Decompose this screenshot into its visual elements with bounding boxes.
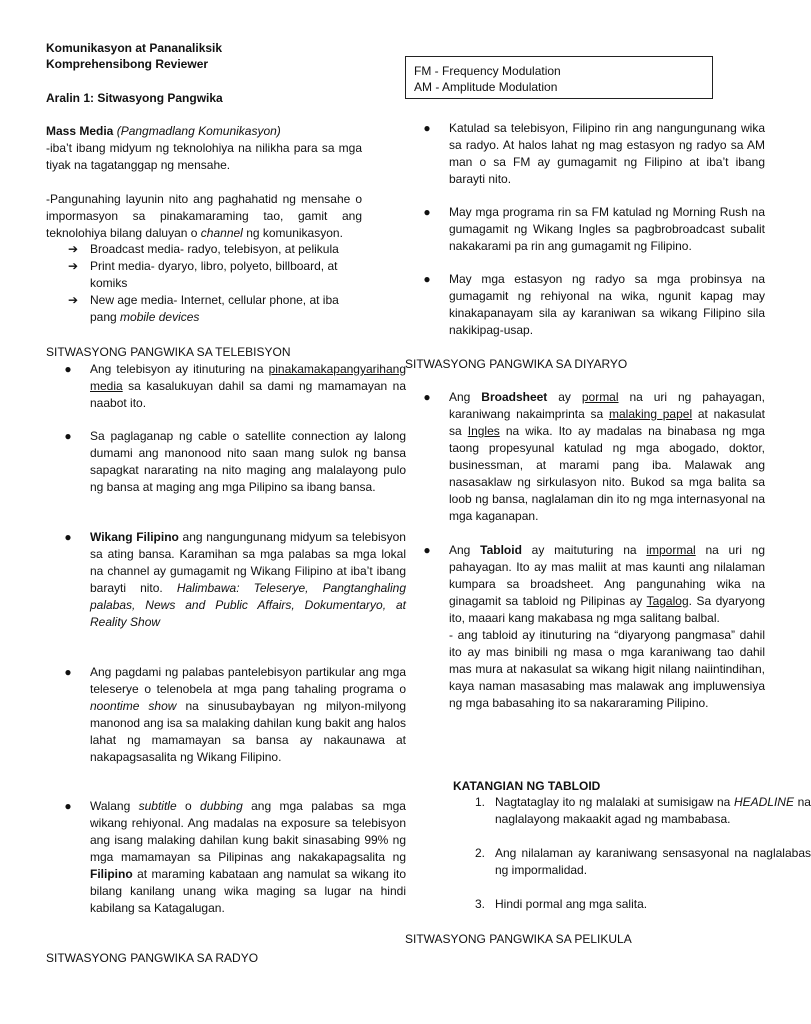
tv-point-2: ● Sa paglaganap ng cable o satellite connection ay lalong dumami ang manonood nito saan mang sulok ng bansa sapagkat nararating na nito maging ang malalayong pulo ng bansa at maging ang mga Pilipino sa ibang bansa. (46, 428, 406, 496)
list-item: ➔ Broadcast media- radyo, telebisyon, at pelikula (68, 242, 339, 256)
bullet-icon: ● (423, 272, 431, 286)
radio-heading: SITWASYONG PANGWIKA SA RADYO (46, 951, 259, 965)
bullet-icon: ● (64, 362, 72, 376)
bullet-icon: ● (423, 121, 431, 135)
course-title: Komunikasyon at Pananaliksik (46, 41, 223, 55)
arrow-icon: ➔ (68, 242, 79, 256)
fm-line: FM - Frequency Modulation (414, 64, 561, 78)
mass-media-title: Mass Media (Pangmadlang Komunikasyon) (46, 124, 281, 138)
tabloid-subpoint: - ang tabloid ay itinuturing na “diyaryong pangmasa” dahil ito ay mas binibili ng masa o mga karaniwang tao dahil mas mura at nakasulat sa wikang higit nilang naiintindihan, kaya naman masasabing mas malawak ang impluwensiya ng mga babasahing ito sa nakararaming Pilipino. (449, 628, 765, 710)
mass-media-definition: -iba’t ibang midyum ng teknolohiya na nilikha para sa mga tiyak na tagatanggap ng mensahe. (46, 141, 362, 172)
media-types-list (46, 241, 362, 326)
bullet-icon: ● (64, 429, 72, 443)
tabloid-traits-heading: KATANGIAN NG TABLOID (453, 779, 601, 793)
list-item: ➔ Print media- dyaryo, libro, polyeto, billboard, at komiks (68, 259, 338, 290)
newspaper-heading: SITWASYONG PANGWIKA SA DIYARYO (405, 357, 628, 371)
list-item: ➔ New age media- Internet, cellular phone, at iba pang mobile devices (68, 293, 339, 324)
bullet-icon: ● (423, 390, 431, 404)
arrow-icon: ➔ (68, 259, 79, 273)
tabloid-point: ● Ang Tabloid ay maituturing na impormal na uri ng pahayagan. Ito ay mas maliit at mas kaunti ang nilalaman kumpara sa broadsheet. Ang pangunahing wika na ginagamit sa tabloid ng Pilipinas ay Tagalog. Sa dyaryong ito, maaari kang makabasa ng mga salitang balbal. - ang tabloid ay itinuturing na “diyaryong pangmasa” dahil ito ay mas binibili ng masa o mga karaniwang tao dahil mas mura at nakasulat sa wikang higit nilang naiintindihan, kaya naman masasabing mas malawak ang impluwensiya ng mga babasahing ito sa nakararaming Pilipino. (405, 542, 765, 712)
film-heading: SITWASYONG PANGWIKA SA PELIKULA (405, 932, 632, 946)
trait-2: 2. Ang nilalaman ay karaniwang sensasyonal na naglalabas ng impormalidad. (475, 846, 811, 877)
tv-heading: SITWASYONG PANGWIKA SA TELEBISYON (46, 345, 291, 359)
tv-point-1: ● Ang telebisyon ay itinuturing na pinakamakapangyarihang media sa kasalukuyan dahil sa dami ng mamamayan na naabot ito. (46, 361, 406, 412)
bullet-icon: ● (64, 665, 72, 679)
radio-point-1: ● Katulad sa telebisyon, Filipino rin ang nangungunang wika sa radyo. At halos lahat ng mag estasyon ng radyo sa AM man o sa FM ay gumagamit ng Filipino at iba’t ibang barayti nito. (405, 120, 765, 188)
bullet-icon: ● (64, 530, 72, 544)
tv-point-5: ● Walang subtitle o dubbing ang mga palabas sa mga wikang rehiyonal. Ang madalas na exposure sa telebisyon ang isang malaking dahilan kung bakit sinasabing 99% ng mga mamamayan sa Pilipinas ang nakakapagsalita ng Filipino at maraming kabataan ang namulat sa wikang ito bilang kanilang unang wika maging sa lugar na hindi kabilang sa Katagalugan. (46, 798, 406, 917)
bullet-icon: ● (64, 799, 72, 813)
bullet-icon: ● (423, 543, 431, 557)
lesson-title: Aralin 1: Sitwasyong Pangwika (46, 91, 223, 105)
modulation-box (405, 56, 713, 99)
am-line: AM - Amplitude Modulation (414, 80, 558, 94)
arrow-icon: ➔ (68, 293, 79, 307)
mass-media-goal: -Pangunahing layunin nito ang paghahatid ng mensahe o impormasyon sa pinakamaraming tao, gamit ang teknolohiya bilang daluyan o channel ng komunikasyon. (46, 192, 362, 240)
trait-1: 1. Nagtataglay ito ng malalaki at sumisigaw na HEADLINE na naglalayong makaakit agad ng mambabasa. (475, 795, 811, 826)
broadsheet-point: ● Ang Broadsheet ay pormal na uri ng pahayagan, karaniwang nakaimprinta sa malaking papel at nakasulat sa Ingles na wika. Ito ay madalas na binabasa ng mga taong propesyunal katulad ng mga abogado, doktor, businessman, at marami pang iba. Malawak ang nasasaklaw ng sirkulasyon nito. Bukod sa mga balita sa loob ng bansa, naglalaman din ito ng mga internasyonal na mga kaganapan. (405, 389, 765, 525)
radio-point-3: ● May mga estasyon ng radyo sa mga probinsya na gumagamit ng rehiyonal na wika, ngunit kapag may kinakapanayam sila ay karaniwan sa wikang Filipino sila nakikipag-usap. (405, 271, 765, 339)
tv-point-4: ● Ang pagdami ng palabas pantelebisyon partikular ang mga teleserye o telenobela at mga pang tahaling programa o noontime show na sinusubaybayan ng milyon-milyong manonod ang isa sa malaking dahilan kung bakit ang halos lahat ng mamamayan sa bansa ay nakaunawa at nakapagsasalita ng Wikang Filipino. (46, 664, 406, 766)
trait-3: 3. Hindi pormal ang mga salita. (475, 897, 648, 911)
document-title: Komprehensibong Reviewer (46, 57, 209, 71)
bullet-icon: ● (423, 205, 431, 219)
tv-point-3: ● Wikang Filipino ang nangungunang midyum sa telebisyon sa ating bansa. Karamihan sa mga palabas sa mga lokal na channel ay gumagamit ng Wikang Filipino at iba’t ibang barayti nito. Halimbawa: Teleserye, Pangtanghaling palabas, News and Public Affairs, Dokumentaryo, at Reality Show (46, 529, 406, 631)
radio-point-2: ● May mga programa rin sa FM katulad ng Morning Rush na gumagamit ng Wikang Ingles sa pagbrobroadcast subalit nakakarami pa rin ang gumagamit ng Filipino. (405, 204, 765, 255)
